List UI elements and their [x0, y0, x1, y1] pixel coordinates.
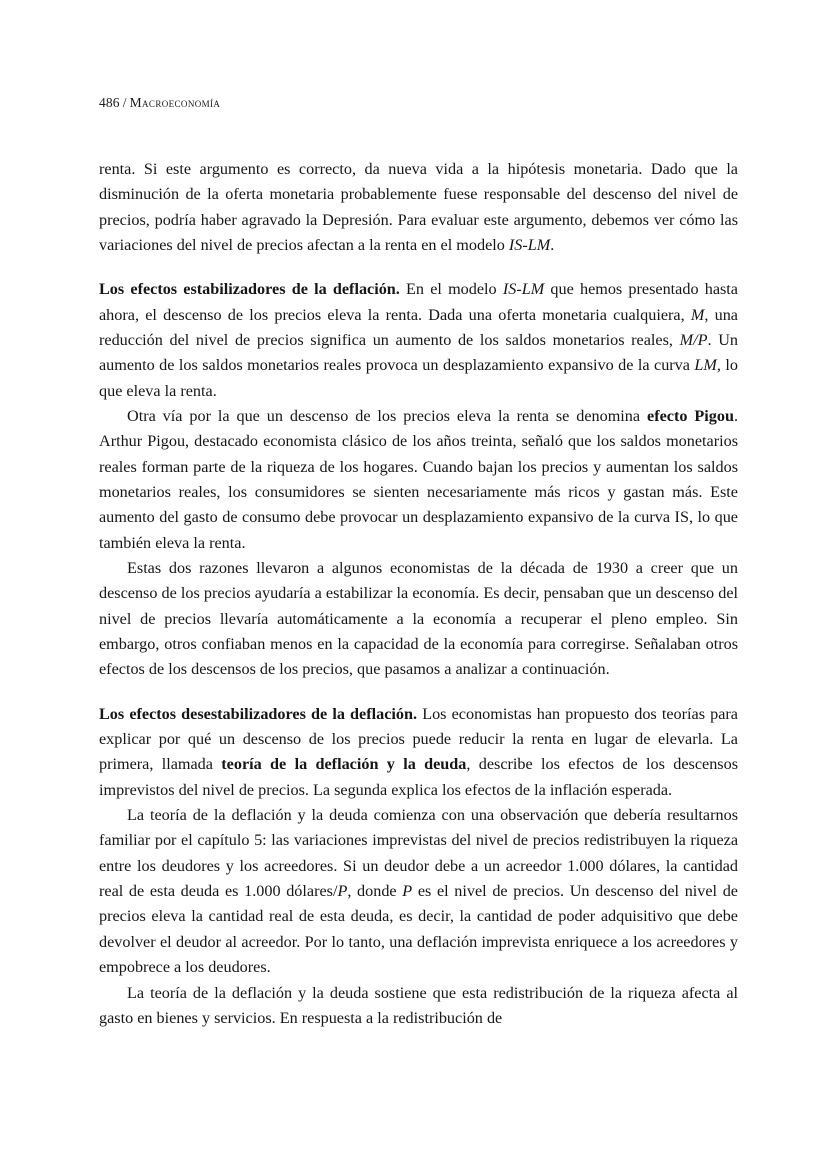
- italic-run: IS-LM: [508, 235, 551, 254]
- text-run: La teoría de la deflación y la deuda sostiene que esta redistribución de la riqueza afecta al gasto en bienes y servicios. En respuesta a la redistribución de: [99, 983, 738, 1027]
- paragraph-p-efectos-desestabilizadores: [99, 702, 738, 803]
- text-run: Los economistas han propuesto dos teorías para explicar por qué un descenso de los precios puede reducir la renta en lugar de elevarla. La primera, llamada: [99, 704, 738, 774]
- page-content-column: [99, 96, 738, 1031]
- italic-run: P: [402, 882, 413, 901]
- italic-run: M: [690, 305, 705, 324]
- text-run: Estas dos razones llevaron a algunos economistas de la década de 1930 a creer que un descenso de los precios ayudaría a estabilizar la economía. Es decir, pensaban que un descenso del nivel de precios llevaría automáticamente a la economía a recuperar el pleno empleo. Sin embargo, otros confiaban menos en la capacidad de la economía para corregirse. Señalaban otros efectos de los descensos de los precios, que pasamos a analizar a continuación.: [99, 559, 738, 679]
- text-run: , una reducción del nivel de precios significa un aumento de los saldos monetarios reales,: [99, 305, 738, 349]
- running-head: [99, 96, 738, 111]
- text-run: es el nivel de precios. Un descenso del nivel de precios eleva la cantidad real de esta deuda, es decir, la cantidad de poder adquisitivo que debe devolver el deudor al acreedor. Por lo tanto, una deflación imprevista enriquece a los acreedores y empobrece a los deudores.: [99, 882, 738, 977]
- text-run: La teoría de la deflación y la deuda comienza con una observación que debería resultarnos familiar por el capítulo 5: las variaciones imprevistas del nivel de precios redistribuyen la riqueza entre los deudores y los acreedores. Si un deudor debe a un acreedor 1.000 dólares, la cantidad real de esta deuda es 1.000 dólares/: [99, 806, 738, 901]
- bold-run: Los efectos desestabilizadores de la deflación.: [99, 704, 418, 723]
- text-run: .: [550, 235, 555, 254]
- bold-run: Los efectos estabilizadores de la deflación.: [99, 280, 400, 299]
- text-run: . Arthur Pigou, destacado economista clásico de los años treinta, señaló que los saldos monetarios reales forman parte de la riqueza de los hogares. Cuando bajan los precios y aumentan los saldos monetarios reales, los consumidores se sienten necesariamente más ricos y gastan más. Este aumento del gasto de consumo debe provocar un desplazamiento expansivo de la curva IS, lo que también eleva la renta.: [99, 406, 738, 552]
- running-head-separator: /: [122, 95, 127, 110]
- italic-run: P: [337, 882, 348, 901]
- text-run: , donde: [347, 882, 403, 901]
- paragraph-p-estas-dos-razones: [99, 556, 738, 683]
- page-number: 486: [99, 95, 120, 110]
- paragraph-p-teoria-sostiene: [99, 981, 738, 1032]
- italic-run: IS-LM: [502, 280, 545, 299]
- paragraph-p-efecto-pigou: [99, 404, 738, 556]
- text-run: , describe los efectos de los descensos imprevistos del nivel de precios. La segunda explica los efectos de la inflación esperada.: [99, 755, 738, 799]
- bold-run: efecto Pigou: [647, 406, 734, 425]
- text-run: Otra vía por la que un descenso de los precios eleva la renta se denomina: [127, 406, 648, 425]
- text-run: renta. Si este argumento es correcto, da nueva vida a la hipótesis monetaria. Dado que la disminución de la oferta monetaria probablemente fuese responsable del descenso del nivel de precios, podría haber agravado la Depresión. Para evaluar este argumento, debemos ver cómo las variaciones del nivel de precios afectan a la renta en el modelo: [99, 159, 738, 254]
- italic-run: M/P: [679, 330, 708, 349]
- text-run: , lo que eleva la renta.: [99, 356, 738, 400]
- text-run: En el modelo: [399, 280, 503, 299]
- paragraph-p-renta-si-este-argumento: [99, 157, 738, 258]
- bold-run: teoría de la deflación y la deuda: [221, 755, 467, 774]
- book-title: Macroeconomía: [129, 95, 221, 110]
- paragraph-p-efectos-estabilizadores: [99, 277, 738, 404]
- text-run: . Un aumento de los saldos monetarios reales provoca un desplazamiento expansivo de la curva: [99, 330, 738, 375]
- text-run: que hemos presentado hasta ahora, el descenso de los precios eleva la renta. Dada una oferta monetaria cualquiera,: [99, 280, 738, 324]
- italic-run: LM: [694, 356, 717, 375]
- body-text: [99, 157, 738, 1031]
- paragraph-p-teoria-comienza: [99, 803, 738, 980]
